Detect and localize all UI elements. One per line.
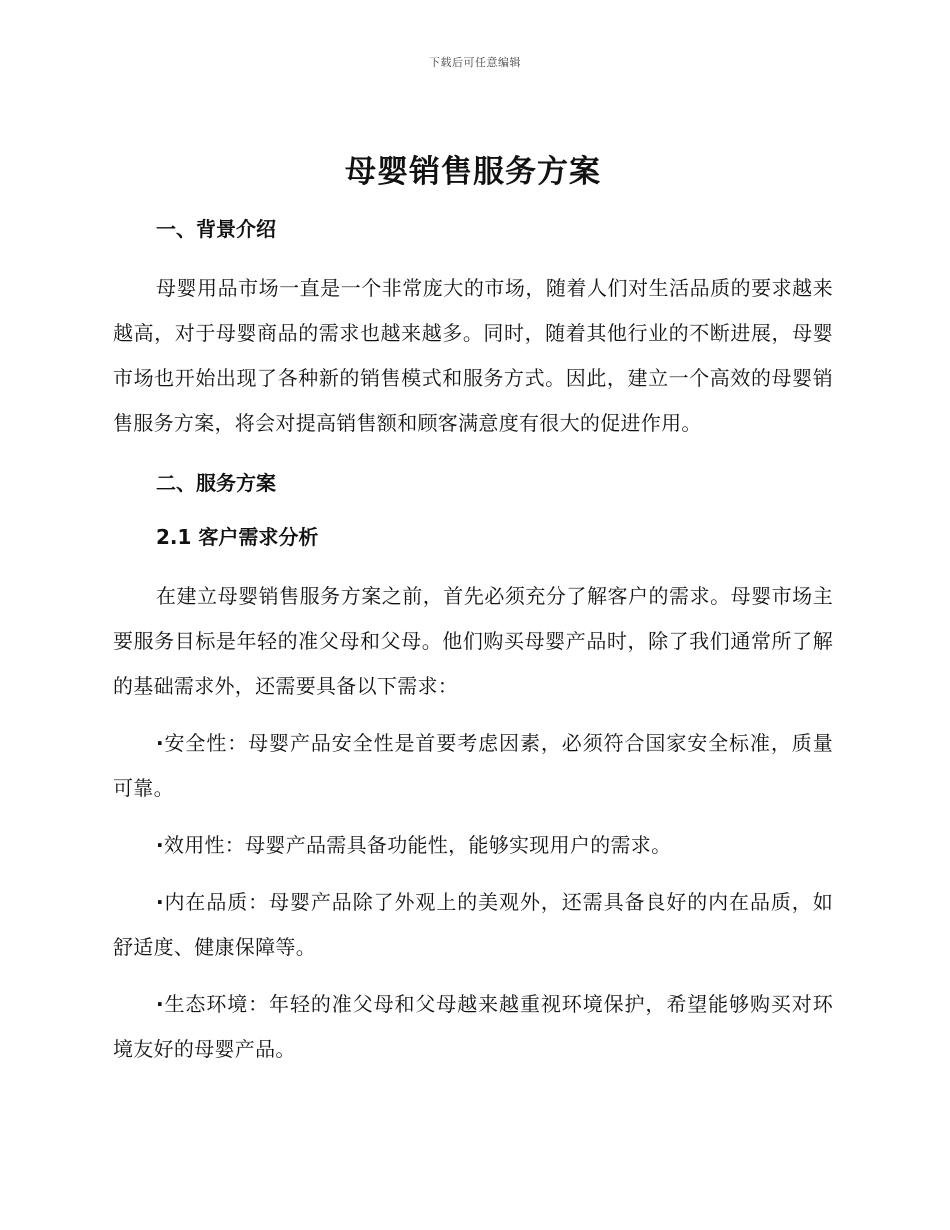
bullet-text: 安全性：母婴产品安全性是首要考虑因素，必须符合国家安全标准，质量可靠。	[113, 731, 833, 800]
header-note: 下载后可任意编辑	[429, 56, 521, 69]
customer-needs-paragraph: 在建立母婴销售服务方案之前，首先必须充分了解客户的需求。母婴市场主要服务目标是年轻的准父母和父母。他们购买母婴产品时，除了我们通常所了解的基础需求外，还需要具备以下需求：	[113, 584, 833, 698]
bullet-item-ecology	[113, 982, 833, 1072]
bullet-dot: ·	[156, 731, 164, 755]
bullet-dot: ·	[156, 890, 164, 914]
bullet-text: 内在品质：母婴产品除了外观上的美观外，还需具备良好的内在品质，如舒适度、健康保障等。	[113, 890, 833, 959]
subsection-heading-customer-needs: 2.1 客户需求分析	[156, 525, 319, 549]
bullet-text: 生态环境：年轻的准父母和父母越来越重视环境保护，希望能够购买对环境友好的母婴产品。	[113, 992, 833, 1061]
document-title: 母婴销售服务方案	[345, 154, 601, 190]
document-body	[113, 146, 833, 1084]
section-heading-service-plan: 二、服务方案	[156, 471, 276, 495]
background-paragraph: 母婴用品市场一直是一个非常庞大的市场，随着人们对生活品质的要求越来越高，对于母婴商品的需求也越来越多。同时，随着其他行业的不断进展，母婴市场也开始出现了各种新的销售模式和服务方式。因此，建立一个高效的母婴销售服务方案，将会对提高销售额和顾客满意度有很大的促进作用。	[113, 276, 833, 435]
bullet-dot: ·	[156, 833, 164, 857]
bullet-item-utility	[113, 823, 833, 868]
bullet-dot: ·	[156, 992, 164, 1016]
bullet-text: 效用性：母婴产品需具备功能性，能够实现用户的需求。	[163, 833, 672, 857]
section-heading-background: 一、背景介绍	[156, 217, 276, 241]
bullet-item-quality	[113, 880, 833, 970]
bullet-item-safety	[113, 721, 833, 811]
